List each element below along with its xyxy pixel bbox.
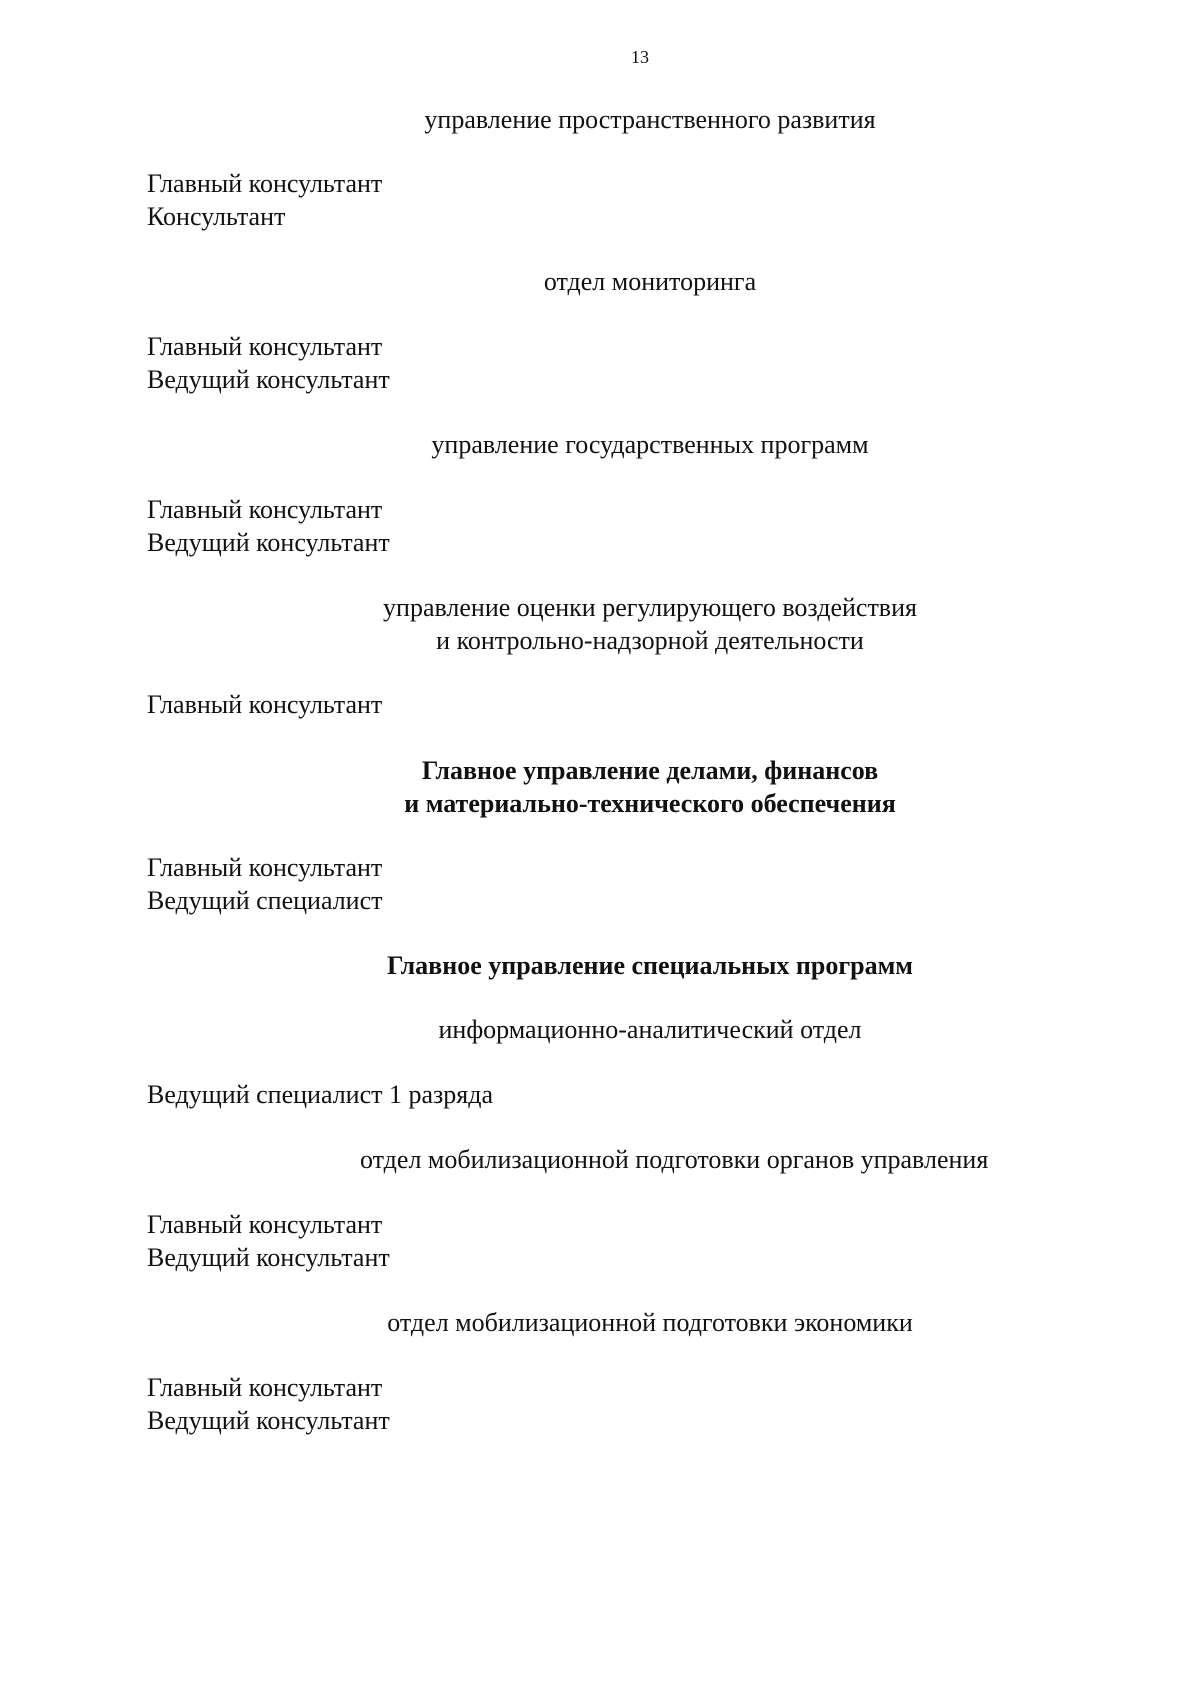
heading-line: и материально-технического обеспечения [404, 789, 896, 818]
positions-list [147, 1208, 390, 1274]
heading-line: управление пространственного развития [424, 105, 876, 134]
positions-list [147, 1078, 493, 1111]
position-item: Главный консультант [147, 495, 383, 524]
section-heading [360, 1143, 989, 1176]
heading-line: управление оценки регулирующего воздействия [383, 593, 917, 622]
position-item: Ведущий специалист [147, 886, 383, 915]
section-heading [360, 949, 940, 982]
position-item: Консультант [147, 202, 286, 231]
page-number: 13 [631, 47, 649, 67]
section-heading [360, 103, 940, 136]
heading-line: Главное управление делами, финансов [421, 756, 879, 785]
section-heading [360, 265, 940, 298]
section-heading [360, 1306, 940, 1339]
heading-line: отдел мобилизационной подготовки экономики [387, 1308, 913, 1337]
position-item: Главный консультант [147, 1373, 383, 1402]
position-item: Главный консультант [147, 169, 383, 198]
position-item: Ведущий консультант [147, 1406, 390, 1435]
position-item: Ведущий консультант [147, 365, 390, 394]
positions-list [147, 1371, 390, 1437]
section-heading [360, 754, 940, 820]
position-item: Главный консультант [147, 690, 383, 719]
positions-list [147, 851, 383, 917]
positions-list [147, 330, 390, 396]
position-item: Главный консультант [147, 853, 383, 882]
section-heading [360, 428, 940, 461]
position-item: Ведущий консультант [147, 528, 390, 557]
position-item: Ведущий специалист 1 разряда [147, 1080, 494, 1109]
section-heading [360, 591, 940, 657]
section-heading [360, 1013, 940, 1046]
positions-list [147, 167, 382, 233]
heading-line: управление государственных программ [431, 430, 869, 459]
position-item: Главный консультант [147, 1210, 383, 1239]
position-item: Главный консультант [147, 332, 383, 361]
heading-line: информационно-аналитический отдел [438, 1015, 862, 1044]
position-item: Ведущий консультант [147, 1243, 390, 1272]
heading-line: Главное управление специальных программ [386, 951, 914, 980]
heading-line: отдел мобилизационной подготовки органов управления [360, 1145, 989, 1174]
positions-list [147, 688, 382, 721]
positions-list [147, 493, 390, 559]
heading-line: отдел мониторинга [543, 267, 757, 296]
heading-line: и контрольно-надзорной деятельности [436, 626, 864, 655]
